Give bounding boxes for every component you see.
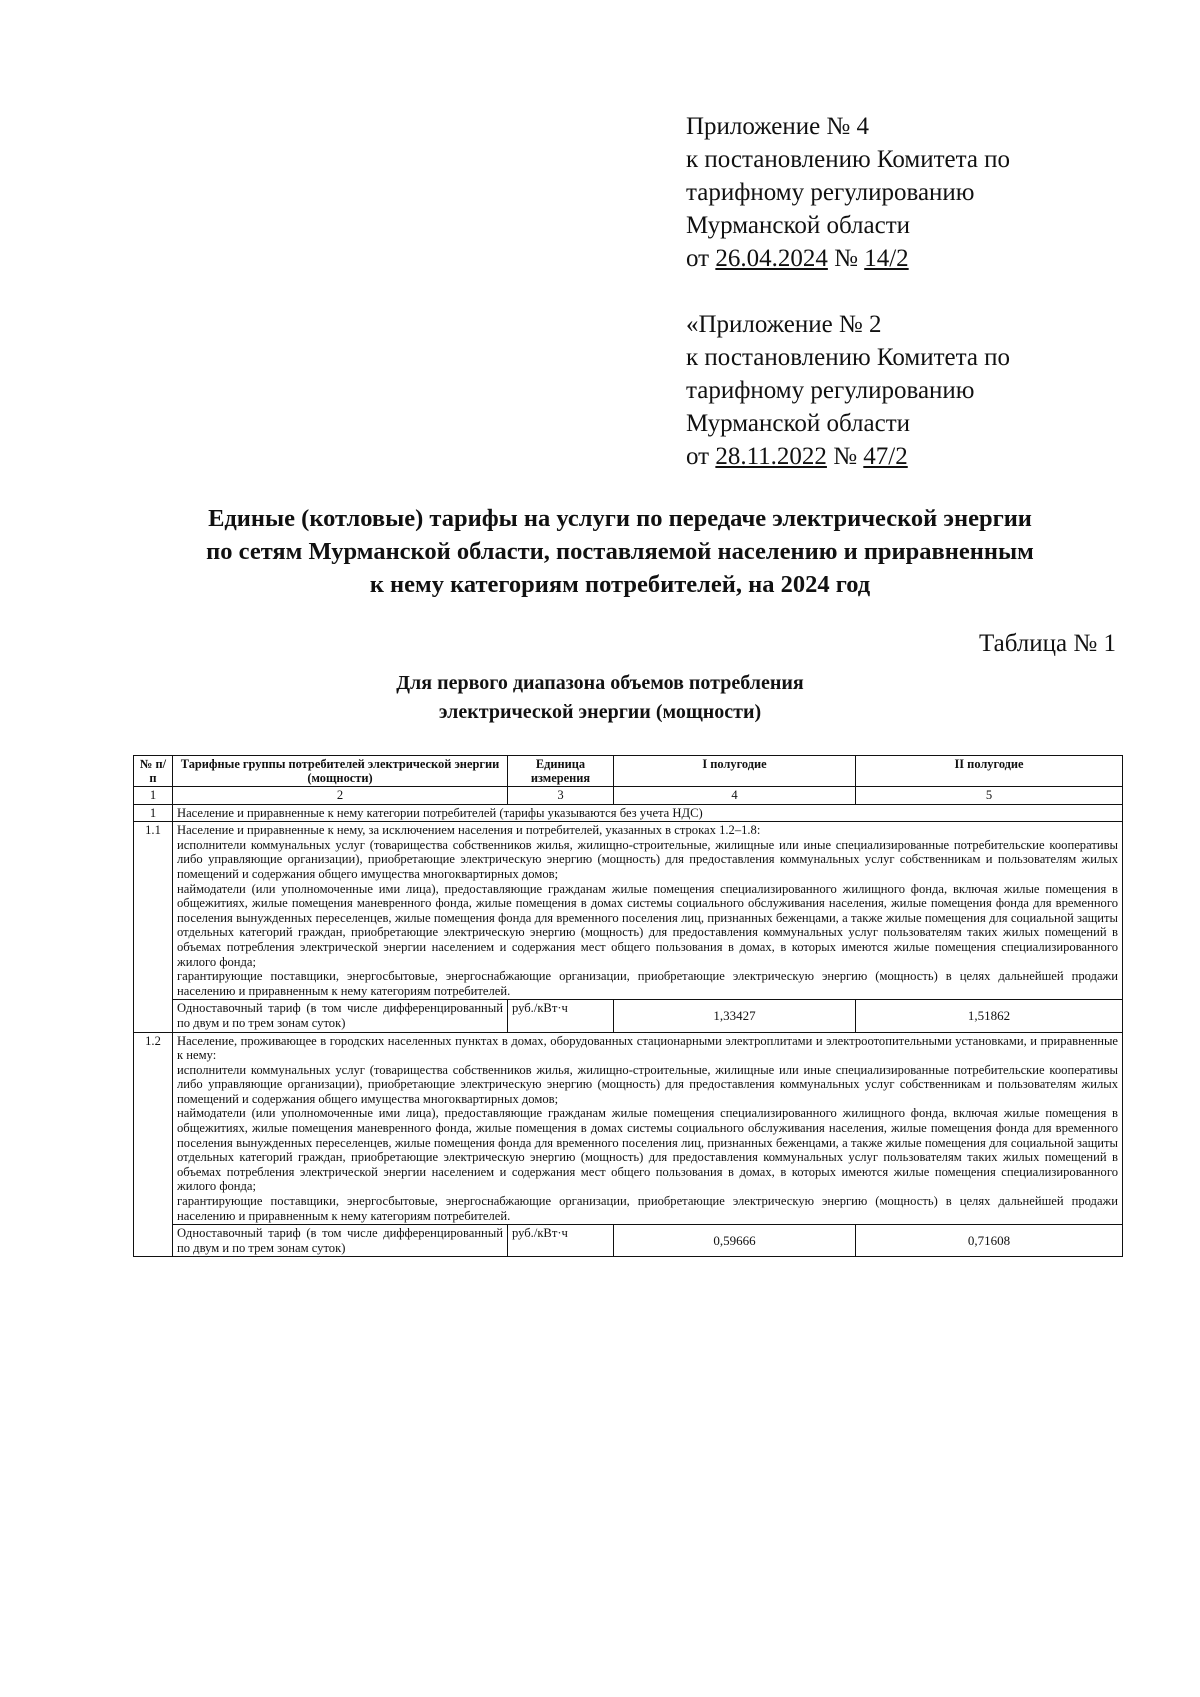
appendix-2-header — [686, 308, 1106, 473]
title-line2: по сетям Мурманской области, поставляемой населению и приравненным — [206, 538, 1034, 565]
tariff-half1-value: 0,59666 — [614, 1225, 856, 1257]
row-number: 1.1 — [134, 822, 173, 1032]
appendix-4-header — [686, 110, 1106, 275]
tariff-unit: руб./кВт·ч — [508, 1225, 614, 1257]
appendix-4-line4: Мурманской области — [686, 212, 911, 239]
index-row — [134, 787, 1123, 805]
header-half1: I полугодие — [614, 756, 856, 787]
tariff-half1-value: 1,33427 — [614, 1000, 856, 1032]
document-title — [100, 502, 1140, 601]
subtitle-line2: электрической энергии (мощности) — [438, 701, 762, 723]
date-prefix: от — [686, 443, 716, 470]
title-line1: Единые (котловые) тарифы на услуги по передаче электрической энергии — [208, 505, 1032, 532]
title-line3: к нему категориям потребителей, на 2024 год — [369, 571, 871, 598]
tariff-half2-value: 0,71608 — [856, 1225, 1123, 1257]
row-1-1-p1: исполнители коммунальных услуг (товарищества собственников жилья, жилищно-строительные, жилищные или иные специализированные потребительские кооперативы либо управляющие организации), приобретающие электрическую энергию (мощность) для предоставления коммунальных услуг собственникам и пользователям жилых помещений и содержания общего имущества многоквартирных домов; — [177, 837, 1118, 881]
index-cell: 3 — [508, 787, 614, 805]
section-1-row — [134, 804, 1123, 822]
appendix-4-line1: Приложение № 4 — [686, 113, 870, 140]
appendix-4-date: 26.04.2024 — [715, 245, 828, 272]
tariff-label: Одноставочный тариф (в том числе дифференцированный по двум и по трем зонам суток) — [173, 1225, 508, 1257]
appendix-2-line1: «Приложение № 2 — [686, 311, 882, 338]
tariff-label: Одноставочный тариф (в том числе дифференцированный по двум и по трем зонам суток) — [173, 1000, 508, 1032]
row-number: 1.2 — [134, 1032, 173, 1257]
appendix-2-date-line — [686, 440, 1106, 473]
index-cell: 5 — [856, 787, 1123, 805]
appendix-4-line3: тарифному регулированию — [686, 179, 975, 206]
row-1-1-description — [134, 822, 1123, 1000]
appendix-2-line2: к постановлению Комитета по — [686, 344, 1011, 371]
table-header-row — [134, 756, 1123, 787]
row-1-1-p2: наймодатели (или уполномоченные ими лица), предоставляющие гражданам жилые помещения специализированного жилищного фонда, включая жилые помещения в общежитиях, жилые помещения маневренного фонда, жилые помещения в домах системы социального обслуживания населения, жилые помещения фонда для временного поселения вынужденных переселенцев, жилые помещения фонда для временного поселения лиц, признанных беженцами, а также жилые помещения для социальной защиты отдельных категорий граждан, приобретающие электрическую энергию (мощность) для предоставления коммунальных услуг пользователям таких жилых помещений в объемах потребления электрической энергии населением и содержания мест общего пользования в домах, в которых имеются жилые помещения специализированного жилого фонда; — [177, 881, 1118, 969]
appendix-2-number: 47/2 — [863, 443, 908, 470]
table-subtitle — [300, 669, 900, 727]
row-1-1-intro: Население и приравненные к нему, за исключением населения и потребителей, указанных в строках 1.2–1.8: — [177, 823, 761, 838]
index-cell: 1 — [134, 787, 173, 805]
tariff-unit: руб./кВт·ч — [508, 1000, 614, 1032]
tariff-table — [133, 755, 1123, 1257]
appendix-2-date: 28.11.2022 — [715, 443, 827, 470]
appendix-4-date-line — [686, 242, 1106, 275]
index-cell: 2 — [173, 787, 508, 805]
row-1-2-description — [134, 1032, 1123, 1225]
row-1-1-p3: гарантирующие поставщики, энергосбытовые, энергоснабжающие организации, приобретающие электрическую энергию (мощность) в целях дальнейшей продажи населению и приравненным к нему категориям потребителей. — [177, 969, 1118, 998]
row-1-2-p3: гарантирующие поставщики, энергосбытовые, энергоснабжающие организации, приобретающие электрическую энергию (мощность) в целях дальнейшей продажи населению и приравненным к нему категориям потребителей. — [177, 1194, 1118, 1223]
row-1-2-intro: Население, проживающее в городских населенных пунктах в домах, оборудованных стационарными электроплитами и электроотопительными установками, и приравненные к нему: — [177, 1033, 1118, 1063]
date-prefix: от — [686, 245, 716, 272]
num-prefix: № — [826, 443, 864, 470]
appendix-4-number: 14/2 — [864, 245, 909, 272]
subtitle-line1: Для первого диапазона объемов потребления — [396, 672, 804, 694]
row-1-2-tariff — [134, 1225, 1123, 1257]
num-prefix: № — [827, 245, 865, 272]
appendix-4-line2: к постановлению Комитета по — [686, 146, 1011, 173]
appendix-2-line4: Мурманской области — [686, 410, 911, 437]
row-1-2-p2: наймодатели (или уполномоченные ими лица), предоставляющие гражданам жилые помещения специализированного жилищного фонда, включая жилые помещения в общежитиях, жилые помещения маневренного фонда, жилые помещения в домах системы социального обслуживания населения, жилые помещения фонда для временного поселения вынужденных переселенцев, жилые помещения фонда для временного поселения лиц, признанных беженцами, а также жилые помещения для социальной защиты отдельных категорий граждан, приобретающие электрическую энергию (мощность) для предоставления коммунальных услуг пользователям таких жилых помещений в объемах потребления электрической энергии населением и содержания мест общего пользования в домах, в которых имеются жилые помещения специализированного жилого фонда; — [177, 1106, 1118, 1194]
row-1-2-p1: исполнители коммунальных услуг (товарищества собственников жилья, жилищно-строительные, жилищные или иные специализированные потребительские кооперативы либо управляющие организации), приобретающие электрическую энергию (мощность) для предоставления коммунальных услуг собственникам и пользователям жилых помещений и содержания общего имущества многоквартирных домов; — [177, 1062, 1118, 1106]
row-1-1-tariff — [134, 1000, 1123, 1032]
header-num: № п/п — [134, 756, 173, 787]
section-1-text: Население и приравненные к нему категории потребителей (тарифы указываются без учета НДС) — [173, 804, 1123, 822]
row-1-2-text — [173, 1032, 1123, 1225]
index-cell: 4 — [614, 787, 856, 805]
row-number: 1 — [134, 804, 173, 822]
header-unit: Единица измерения — [508, 756, 614, 787]
appendix-2-line3: тарифному регулированию — [686, 377, 975, 404]
header-half2: II полугодие — [856, 756, 1123, 787]
table-number: Таблица № 1 — [978, 630, 1116, 657]
row-1-1-text — [173, 822, 1123, 1000]
tariff-half2-value: 1,51862 — [856, 1000, 1123, 1032]
header-group: Тарифные группы потребителей электрической энергии (мощности) — [173, 756, 508, 787]
